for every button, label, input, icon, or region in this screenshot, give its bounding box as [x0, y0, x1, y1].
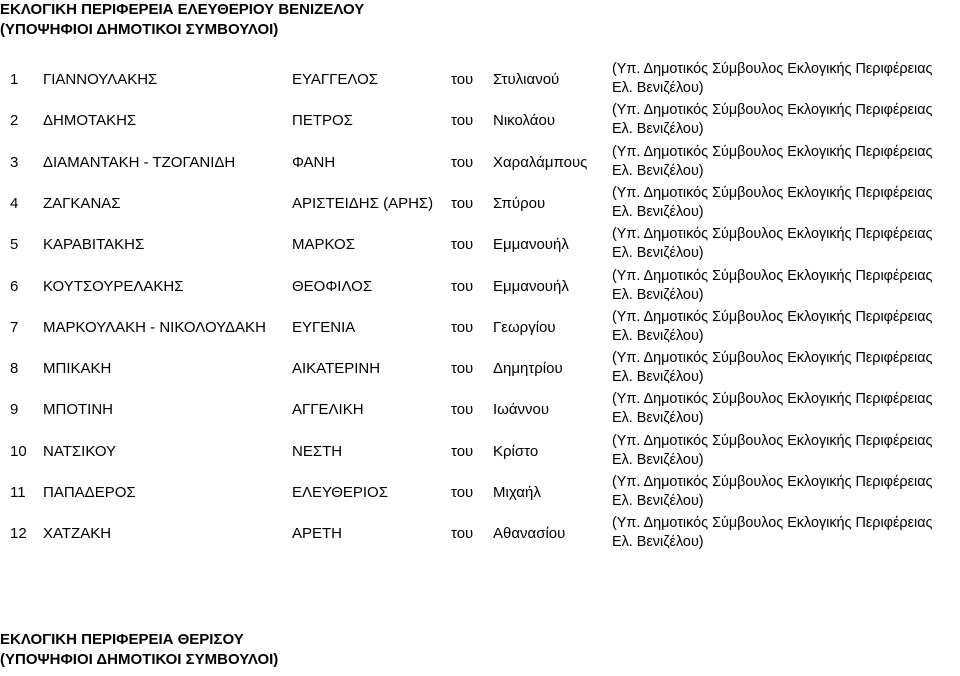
candidate-father-name: Στυλιανού [493, 71, 560, 88]
candidate-role-line1: (Υπ. Δημοτικός Σύμβουλος Εκλογικής Περιφέρειας [612, 432, 933, 449]
candidate-father-name: Δημητρίου [493, 360, 563, 378]
candidate-number: 10 [10, 442, 27, 460]
candidate-role-line1: (Υπ. Δημοτικός Σύμβουλος Εκλογικής Περιφέρειας [612, 267, 933, 284]
candidate-surname: ΝΑΤΣΙΚΟΥ [43, 442, 117, 460]
candidate-role [612, 184, 960, 222]
candidate-row [0, 184, 960, 226]
candidate-of-label: του [451, 525, 474, 543]
candidate-role-line2: Ελ. Βενιζέλου) [612, 451, 704, 468]
candidate-role-line1: (Υπ. Δημοτικός Σύμβουλος Εκλογικής Περιφέρειας [612, 61, 933, 77]
candidate-of-label: του [451, 484, 474, 501]
candidate-surname: ΔΗΜΟΤΑΚΗΣ [43, 112, 137, 130]
candidate-role-line1: (Υπ. Δημοτικός Σύμβουλος Εκλογικής Περιφέρειας [612, 226, 933, 243]
candidate-role-line1: (Υπ. Δημοτικός Σύμβουλος Εκλογικής Περιφέρειας [612, 308, 933, 325]
candidate-row [0, 432, 960, 474]
candidate-number: 5 [10, 236, 19, 254]
candidate-number: 8 [10, 360, 19, 378]
candidate-number: 9 [10, 401, 19, 419]
candidate-role-line2: Ελ. Βενιζέλου) [612, 410, 704, 427]
candidate-role [612, 473, 960, 511]
candidate-number: 1 [10, 71, 19, 88]
candidate-father-name: Νικολάου [493, 112, 556, 130]
candidate-surname: ΓΙΑΝΝΟΥΛΑΚΗΣ [43, 71, 158, 88]
candidate-role [612, 225, 960, 263]
candidate-given-name: ΑΙΚΑΤΕΡΙΝΗ [292, 360, 381, 378]
candidate-given-name: ΝΕΣΤΗ [292, 442, 343, 460]
candidate-surname: ΜΠΙΚΑΚΗ [43, 360, 112, 378]
candidate-of-label: του [451, 360, 474, 378]
candidate-role [612, 308, 960, 346]
candidate-role-line1: (Υπ. Δημοτικός Σύμβουλος Εκλογικής Περιφέρειας [612, 391, 933, 408]
candidate-given-name: ΘΕΟΦΙΛΟΣ [292, 277, 373, 295]
candidate-number: 4 [10, 194, 19, 212]
candidate-role-line2: Ελ. Βενιζέλου) [612, 162, 704, 179]
candidate-of-label: του [451, 194, 474, 212]
candidate-of-label: του [451, 401, 474, 419]
candidate-role-line2: Ελ. Βενιζέλου) [612, 493, 704, 509]
candidate-father-name: Σπύρου [493, 194, 546, 212]
candidate-surname: ΚΟΥΤΣΟΥΡΕΛΑΚΗΣ [43, 277, 184, 295]
section-subtitle: (ΥΠΟΨΗΦΙΟΙ ΔΗΜΟΤΙΚΟΙ ΣΥΜΒΟΥΛΟΙ) [0, 651, 279, 668]
candidate-row [0, 473, 960, 515]
candidate-role-line2: Ελ. Βενιζέλου) [612, 286, 704, 303]
section-subtitle: (ΥΠΟΨΗΦΙΟΙ ΔΗΜΟΤΙΚΟΙ ΣΥΜΒΟΥΛΟΙ) [0, 21, 279, 38]
candidate-of-label: του [451, 442, 474, 460]
candidate-row [0, 514, 960, 556]
candidate-surname: ΜΠΟΤΙΝΗ [43, 401, 113, 419]
candidate-given-name: ΑΡΙΣΤΕΙΔΗΣ (ΑΡΗΣ) [292, 194, 434, 212]
candidate-of-label: του [451, 71, 474, 88]
candidate-given-name: ΑΡΕΤΗ [292, 525, 343, 543]
candidate-role-line1: (Υπ. Δημοτικός Σύμβουλος Εκλογικής Περιφέρειας [612, 143, 933, 160]
candidate-given-name: ΕΥΓΕΝΙΑ [292, 318, 356, 336]
candidate-of-label: του [451, 112, 474, 130]
section-title: ΕΚΛΟΓΙΚΗ ΠΕΡΙΦΕΡΕΙΑ ΕΛΕΥΘΕΡΙΟΥ ΒΕΝΙΖΕΛΟΥ [0, 1, 365, 18]
candidate-surname: ΜΑΡΚΟΥΛΑΚΗ - ΝΙΚΟΛΟΥΔΑΚΗ [43, 318, 266, 336]
candidate-role [612, 101, 960, 139]
section-title: ΕΚΛΟΓΙΚΗ ΠΕΡΙΦΕΡΕΙΑ ΘΕΡΙΣΟΥ [0, 631, 244, 648]
candidate-role [612, 267, 960, 305]
candidate-given-name: ΠΕΤΡΟΣ [292, 112, 353, 130]
candidate-surname: ΚΑΡΑΒΙΤΑΚΗΣ [43, 236, 145, 254]
candidate-role-line2: Ελ. Βενιζέλου) [612, 121, 704, 138]
candidate-number: 2 [10, 112, 19, 130]
candidate-father-name: Εμμανουήλ [493, 236, 569, 254]
candidate-row [0, 101, 960, 143]
candidate-role-line1: (Υπ. Δημοτικός Σύμβουλος Εκλογικής Περιφέρειας [612, 515, 933, 532]
candidate-number: 7 [10, 318, 19, 336]
candidate-father-name: Εμμανουήλ [493, 277, 569, 295]
candidate-number: 6 [10, 277, 19, 295]
candidate-of-label: του [451, 236, 474, 254]
candidate-given-name: ΦΑΝΗ [292, 153, 336, 171]
candidate-surname: ΠΑΠΑΔΕΡΟΣ [43, 484, 136, 501]
candidate-father-name: Αθανασίου [493, 525, 566, 543]
candidate-role-line2: Ελ. Βενιζέλου) [612, 369, 704, 386]
candidate-number: 12 [10, 525, 27, 543]
candidate-role-line2: Ελ. Βενιζέλου) [612, 327, 704, 344]
candidate-role-line2: Ελ. Βενιζέλου) [612, 245, 704, 262]
candidate-role [612, 514, 960, 552]
candidate-father-name: Μιχαήλ [493, 484, 541, 501]
candidate-surname: ΧΑΤΖΑΚΗ [43, 525, 112, 543]
candidate-role-line1: (Υπ. Δημοτικός Σύμβουλος Εκλογικής Περιφέρειας [612, 184, 933, 201]
candidate-row [0, 308, 960, 350]
candidate-given-name: ΕΛΕΥΘΕΡΙΟΣ [292, 484, 388, 501]
candidate-row [0, 143, 960, 185]
candidate-role [612, 143, 960, 181]
candidate-row [0, 349, 960, 391]
candidate-role [612, 349, 960, 387]
section-heading-therisou [0, 630, 278, 670]
candidate-of-label: του [451, 277, 474, 295]
candidate-surname: ΖΑΓΚΑΝΑΣ [43, 194, 121, 212]
candidate-of-label: του [451, 153, 474, 171]
candidate-role [612, 390, 960, 428]
candidate-of-label: του [451, 318, 474, 336]
candidate-row [0, 60, 960, 102]
candidate-row [0, 390, 960, 432]
candidate-number: 11 [10, 484, 26, 501]
candidate-father-name: Ιωάννου [493, 401, 550, 419]
candidate-role-line1: (Υπ. Δημοτικός Σύμβουλος Εκλογικής Περιφέρειας [612, 102, 933, 119]
candidate-role-line2: Ελ. Βενιζέλου) [612, 203, 704, 220]
candidate-role [612, 432, 960, 470]
candidate-given-name: ΕΥΑΓΓΕΛΟΣ [292, 71, 379, 88]
candidate-given-name: ΜΑΡΚΟΣ [292, 236, 355, 254]
candidate-father-name: Γεωργίου [493, 318, 556, 336]
candidate-role-line2: Ελ. Βενιζέλου) [612, 80, 704, 96]
candidate-role [612, 60, 960, 98]
candidate-given-name: ΑΓΓΕΛΙΚΗ [292, 401, 364, 419]
candidate-row [0, 225, 960, 267]
candidate-number: 3 [10, 153, 19, 171]
candidate-row [0, 267, 960, 309]
candidate-role-line1: (Υπ. Δημοτικός Σύμβουλος Εκλογικής Περιφέρειας [612, 350, 933, 367]
candidate-surname: ΔΙΑΜΑΝΤΑΚΗ - ΤΖΟΓΑΝΙΔΗ [43, 153, 236, 171]
candidate-father-name: Χαραλάμπους [493, 153, 588, 171]
section-heading-venizelou [0, 0, 364, 40]
candidate-role-line2: Ελ. Βενιζέλου) [612, 534, 704, 551]
candidate-role-line1: (Υπ. Δημοτικός Σύμβουλος Εκλογικής Περιφέρειας [612, 474, 933, 490]
candidate-father-name: Κρίστο [493, 442, 539, 460]
